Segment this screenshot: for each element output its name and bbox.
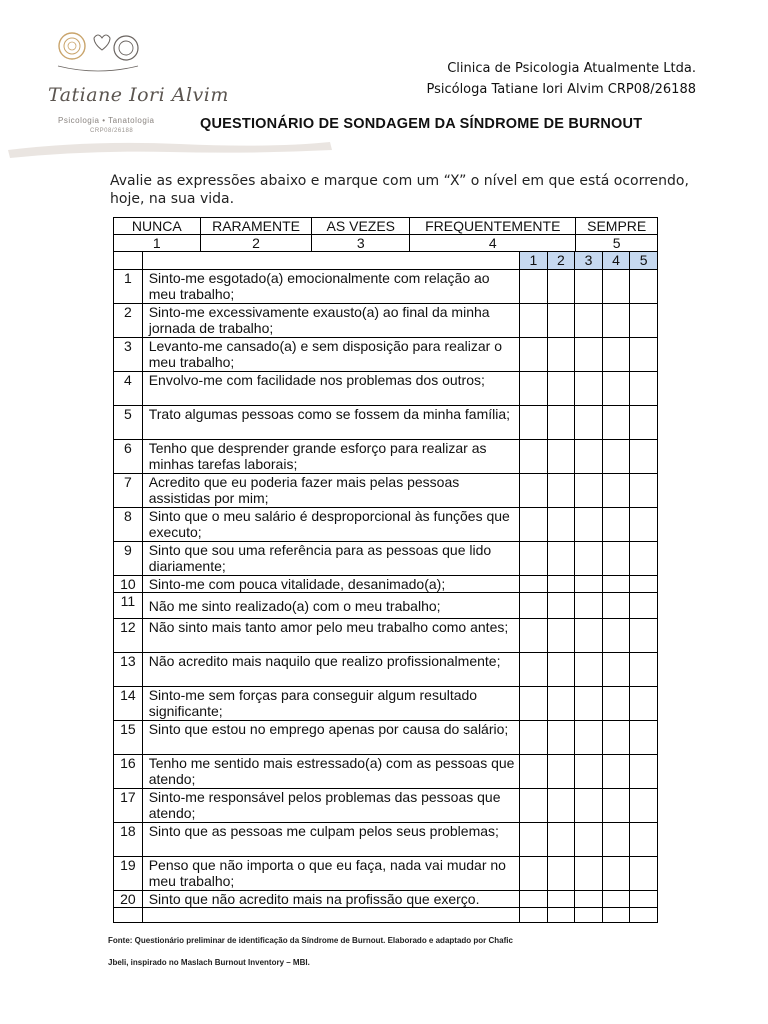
answer-cell-2[interactable] [547, 721, 575, 755]
question-row [114, 508, 658, 542]
answer-cell-2[interactable] [547, 440, 575, 474]
answer-cell-3[interactable] [575, 406, 603, 440]
answer-cell-2[interactable] [547, 474, 575, 508]
psychologist-name: Psicóloga Tatiane Iori Alvim CRP08/26188 [426, 82, 696, 97]
question-text: Tenho que desprender grande esforço para realizar as minhas tarefas laborais; [142, 440, 519, 474]
answer-cell-1[interactable] [520, 857, 548, 891]
answer-cell-3[interactable] [575, 619, 603, 653]
answer-cell-3[interactable] [575, 857, 603, 891]
question-number: 4 [114, 372, 143, 406]
scale-legend-table [113, 217, 658, 252]
answer-cell-2[interactable] [547, 687, 575, 721]
answer-cell-2[interactable] [547, 576, 575, 593]
header-blank [114, 252, 143, 270]
question-text: Sinto-me excessivamente exausto(a) ao final da minha jornada de trabalho; [142, 304, 519, 338]
scale-value: 1 [114, 235, 201, 252]
column-header: 3 [575, 252, 603, 270]
answer-cell-1[interactable] [520, 619, 548, 653]
answer-cell-3[interactable] [575, 593, 603, 619]
column-header: 2 [547, 252, 575, 270]
brush-stroke-decoration [0, 128, 340, 162]
answer-cell-2[interactable] [547, 508, 575, 542]
answer-cell-2[interactable] [547, 857, 575, 891]
answer-cell-3[interactable] [575, 270, 603, 304]
question-text: Sinto que não acredito mais na profissão que exerço. [142, 891, 519, 908]
answer-cell-1[interactable] [520, 755, 548, 789]
answer-cell-4[interactable] [602, 440, 630, 474]
question-number: 8 [114, 508, 143, 542]
answer-cell-4[interactable] [602, 593, 630, 619]
question-text: Envolvo-me com facilidade nos problemas dos outros; [142, 372, 519, 406]
scale-label: RARAMENTE [200, 218, 312, 235]
question-text: Levanto-me cansado(a) e sem disposição para realizar o meu trabalho; [142, 338, 519, 372]
question-number: 13 [114, 653, 143, 687]
answer-cell-2[interactable] [547, 619, 575, 653]
empty-cell [547, 908, 575, 923]
answer-cell-1[interactable] [520, 372, 548, 406]
answer-cell-2[interactable] [547, 755, 575, 789]
answer-cell-4[interactable] [602, 338, 630, 372]
answer-cell-5[interactable] [630, 755, 658, 789]
question-row [114, 653, 658, 687]
answer-cell-5[interactable] [630, 440, 658, 474]
page-title: QUESTIONÁRIO DE SONDAGEM DA SÍNDROME DE BURNOUT [200, 116, 643, 132]
question-text: Não acredito mais naquilo que realizo profissionalmente; [142, 653, 519, 687]
scale-values-row [114, 235, 658, 252]
logo-registration: CRP08/26188 [90, 128, 134, 134]
answer-cell-2[interactable] [547, 338, 575, 372]
question-row [114, 857, 658, 891]
empty-cell [114, 908, 143, 923]
question-text: Sinto-me sem forças para conseguir algum resultado significante; [142, 687, 519, 721]
question-row [114, 270, 658, 304]
question-number: 14 [114, 687, 143, 721]
answer-cell-3[interactable] [575, 789, 603, 823]
empty-cell [520, 908, 548, 923]
answer-cell-5[interactable] [630, 542, 658, 576]
answer-cell-1[interactable] [520, 440, 548, 474]
question-number: 20 [114, 891, 143, 908]
answer-cell-1[interactable] [520, 270, 548, 304]
answer-cell-1[interactable] [520, 653, 548, 687]
question-number: 16 [114, 755, 143, 789]
empty-cell [630, 908, 658, 923]
question-number: 5 [114, 406, 143, 440]
answer-cell-3[interactable] [575, 755, 603, 789]
empty-cell [602, 908, 630, 923]
answer-cell-2[interactable] [547, 891, 575, 908]
question-row [114, 721, 658, 755]
empty-row [114, 908, 658, 923]
question-row [114, 474, 658, 508]
answer-cell-5[interactable] [630, 593, 658, 619]
answer-cell-1[interactable] [520, 406, 548, 440]
answer-cell-5[interactable] [630, 823, 658, 857]
answer-cell-2[interactable] [547, 789, 575, 823]
answer-cell-4[interactable] [602, 653, 630, 687]
question-row [114, 593, 658, 619]
answer-cell-1[interactable] [520, 593, 548, 619]
answer-cell-5[interactable] [630, 619, 658, 653]
answer-cell-5[interactable] [630, 789, 658, 823]
answer-cell-2[interactable] [547, 653, 575, 687]
column-header: 5 [630, 252, 658, 270]
scale-label: AS VEZES [312, 218, 410, 235]
question-number: 7 [114, 474, 143, 508]
answer-cell-2[interactable] [547, 542, 575, 576]
answer-cell-4[interactable] [602, 755, 630, 789]
answer-cell-4[interactable] [602, 619, 630, 653]
question-text: Acredito que eu poderia fazer mais pelas pessoas assistidas por mim; [142, 474, 519, 508]
answer-cell-1[interactable] [520, 508, 548, 542]
answer-cell-5[interactable] [630, 857, 658, 891]
answer-cell-4[interactable] [602, 372, 630, 406]
question-number: 12 [114, 619, 143, 653]
answer-cell-2[interactable] [547, 593, 575, 619]
question-text: Sinto que o meu salário é desproporcional às funções que executo; [142, 508, 519, 542]
clinic-name: Clinica de Psicologia Atualmente Ltda. [447, 61, 696, 76]
answer-cell-3[interactable] [575, 721, 603, 755]
question-text: Trato algumas pessoas como se fossem da minha família; [142, 406, 519, 440]
question-number: 11 [114, 593, 143, 619]
answer-cell-2[interactable] [547, 823, 575, 857]
answer-cell-1[interactable] [520, 338, 548, 372]
answer-cell-5[interactable] [630, 576, 658, 593]
answer-cell-1[interactable] [520, 687, 548, 721]
question-number: 1 [114, 270, 143, 304]
answer-cell-2[interactable] [547, 406, 575, 440]
question-row [114, 406, 658, 440]
scale-label: FREQUENTEMENTE [410, 218, 576, 235]
answer-cell-4[interactable] [602, 508, 630, 542]
answer-cell-2[interactable] [547, 304, 575, 338]
answer-cell-4[interactable] [602, 823, 630, 857]
instructions: Avalie as expressões abaixo e marque com um “X” o nível em que está ocorrendo, hoje, na sua vida. [110, 173, 689, 207]
question-row [114, 338, 658, 372]
answer-cell-1[interactable] [520, 789, 548, 823]
answer-cell-1[interactable] [520, 721, 548, 755]
question-number: 6 [114, 440, 143, 474]
question-text: Penso que não importa o que eu faça, nada vai mudar no meu trabalho; [142, 857, 519, 891]
answer-cell-1[interactable] [520, 576, 548, 593]
answer-cell-1[interactable] [520, 823, 548, 857]
answer-cell-5[interactable] [630, 372, 658, 406]
answer-cell-5[interactable] [630, 304, 658, 338]
answer-cell-3[interactable] [575, 440, 603, 474]
answer-cell-5[interactable] [630, 653, 658, 687]
scale-value: 5 [576, 235, 658, 252]
question-row [114, 372, 658, 406]
answer-cell-4[interactable] [602, 542, 630, 576]
question-row [114, 440, 658, 474]
column-header: 1 [520, 252, 548, 270]
logo-subtitle: Psicologia • Tanatologia [58, 116, 155, 125]
scale-label: NUNCA [114, 218, 201, 235]
answer-cell-4[interactable] [602, 857, 630, 891]
column-header: 4 [602, 252, 630, 270]
question-row [114, 755, 658, 789]
question-row [114, 891, 658, 908]
answer-cell-5[interactable] [630, 270, 658, 304]
answer-cell-3[interactable] [575, 474, 603, 508]
question-number: 10 [114, 576, 143, 593]
answer-cell-4[interactable] [602, 576, 630, 593]
answer-cell-2[interactable] [547, 372, 575, 406]
footer-source-cont: Jbeli, inspirado no Maslach Burnout Inventory – MBI. [108, 958, 310, 967]
question-number: 18 [114, 823, 143, 857]
scale-labels-row [114, 218, 658, 235]
answer-cell-3[interactable] [575, 687, 603, 721]
answer-cell-5[interactable] [630, 508, 658, 542]
question-text: Não me sinto realizado(a) com o meu trabalho; [142, 593, 519, 619]
question-row [114, 576, 658, 593]
answer-cell-3[interactable] [575, 338, 603, 372]
scale-value: 3 [312, 235, 410, 252]
logo-name: Tatiane Iori Alvim [48, 84, 229, 106]
column-header-row [114, 252, 658, 270]
question-row [114, 542, 658, 576]
question-number: 9 [114, 542, 143, 576]
answer-cell-3[interactable] [575, 891, 603, 908]
scale-value: 4 [410, 235, 576, 252]
empty-cell [142, 908, 519, 923]
answer-cell-5[interactable] [630, 891, 658, 908]
question-text: Sinto que as pessoas me culpam pelos seus problemas; [142, 823, 519, 857]
answer-cell-1[interactable] [520, 542, 548, 576]
answer-cell-1[interactable] [520, 891, 548, 908]
answer-cell-5[interactable] [630, 687, 658, 721]
answer-cell-4[interactable] [602, 687, 630, 721]
answer-cell-3[interactable] [575, 542, 603, 576]
question-text: Tenho me sentido mais estressado(a) com as pessoas que atendo; [142, 755, 519, 789]
footer-source: Fonte: Questionário preliminar de identificação da Síndrome de Burnout. Elaborado e adaptado por Chafic [108, 936, 513, 945]
question-number: 2 [114, 304, 143, 338]
question-row [114, 687, 658, 721]
answer-cell-1[interactable] [520, 474, 548, 508]
answer-cell-4[interactable] [602, 891, 630, 908]
question-number: 19 [114, 857, 143, 891]
question-row [114, 619, 658, 653]
question-text: Sinto que estou no emprego apenas por causa do salário; [142, 721, 519, 755]
answer-cell-4[interactable] [602, 789, 630, 823]
answer-cell-3[interactable] [575, 508, 603, 542]
question-row [114, 789, 658, 823]
answer-cell-1[interactable] [520, 304, 548, 338]
question-row [114, 304, 658, 338]
answer-cell-4[interactable] [602, 304, 630, 338]
answer-cell-3[interactable] [575, 576, 603, 593]
empty-cell [575, 908, 603, 923]
scale-value: 2 [200, 235, 312, 252]
question-number: 3 [114, 338, 143, 372]
answer-cell-5[interactable] [630, 721, 658, 755]
question-text: Sinto-me responsável pelos problemas das pessoas que atendo; [142, 789, 519, 823]
question-text: Sinto que sou uma referência para as pessoas que lido diariamente; [142, 542, 519, 576]
question-text: Sinto-me esgotado(a) emocionalmente com relação ao meu trabalho; [142, 270, 519, 304]
clinic-header [426, 58, 696, 100]
question-number: 17 [114, 789, 143, 823]
answer-cell-5[interactable] [630, 474, 658, 508]
question-number: 15 [114, 721, 143, 755]
header-blank [142, 252, 519, 270]
question-row [114, 823, 658, 857]
answer-cell-3[interactable] [575, 653, 603, 687]
answer-cell-2[interactable] [547, 270, 575, 304]
answer-cell-3[interactable] [575, 372, 603, 406]
scale-label: SEMPRE [576, 218, 658, 235]
answer-cell-4[interactable] [602, 721, 630, 755]
answer-cell-3[interactable] [575, 304, 603, 338]
questionnaire-table [113, 251, 658, 923]
answer-cell-5[interactable] [630, 338, 658, 372]
question-text: Sinto-me com pouca vitalidade, desanimado(a); [142, 576, 519, 593]
answer-cell-4[interactable] [602, 474, 630, 508]
answer-cell-3[interactable] [575, 823, 603, 857]
answer-cell-4[interactable] [602, 406, 630, 440]
answer-cell-4[interactable] [602, 270, 630, 304]
question-text: Não sinto mais tanto amor pelo meu trabalho como antes; [142, 619, 519, 653]
answer-cell-5[interactable] [630, 406, 658, 440]
